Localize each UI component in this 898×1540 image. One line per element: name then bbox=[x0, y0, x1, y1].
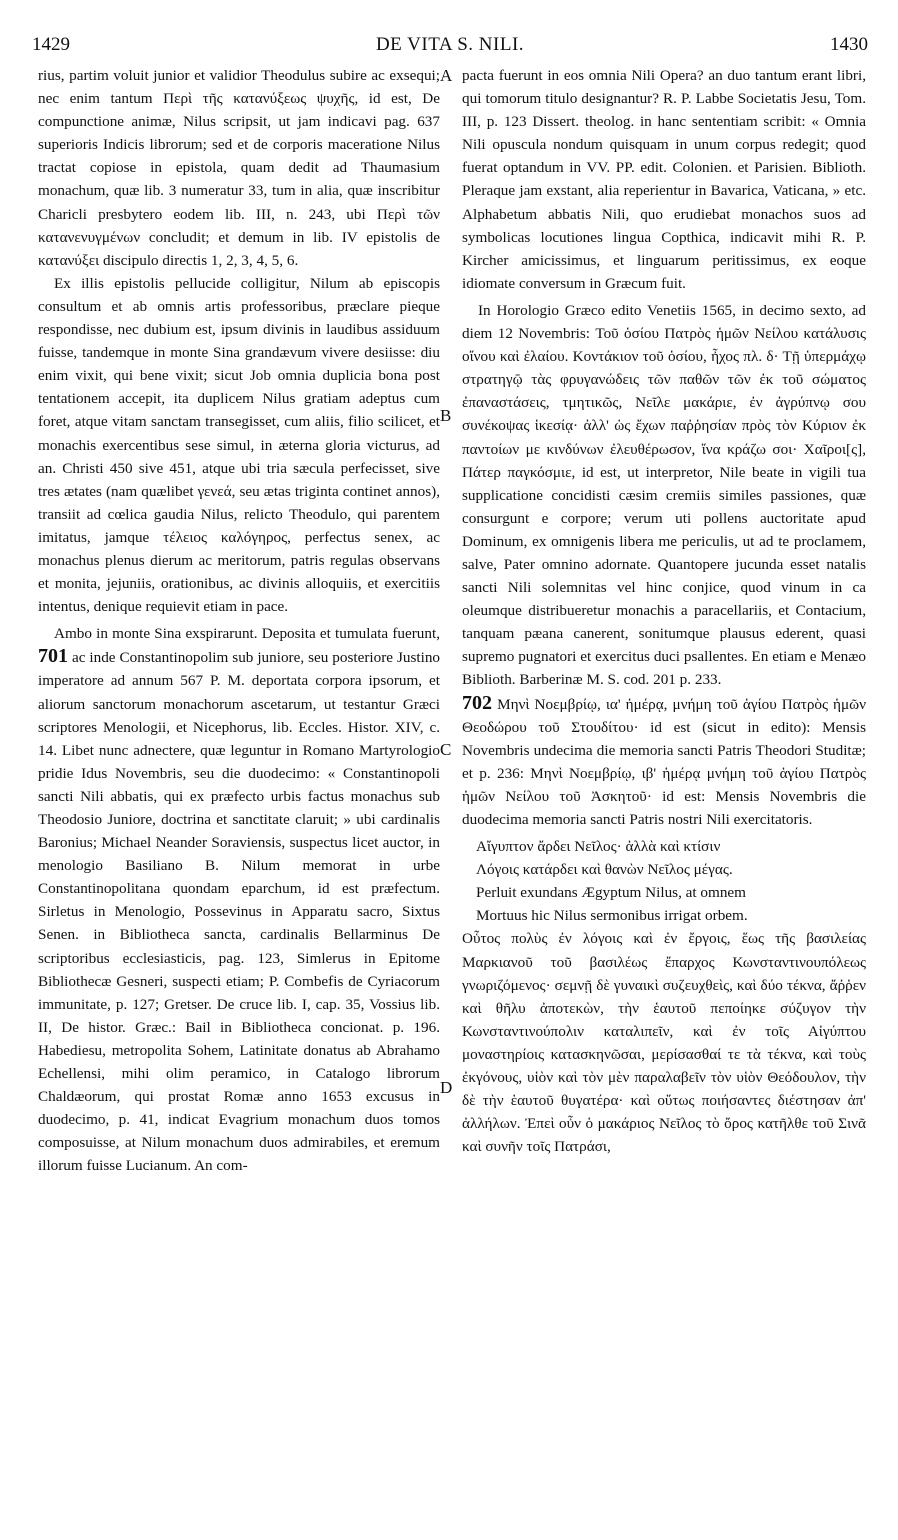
margin-marker-a: A bbox=[440, 66, 453, 85]
right-paragraph-4: Οὗτος πολὺς ἐν λόγοις καὶ ἐν ἔργοις, ἕως τῆς βασιλείας Μαρκιανοῦ τοῦ βασιλέως ἔπαρχος Κωνσταντινουπόλεως γνωριζόμενος· σεμνῇ δὲ γυναικὶ συζευχθεὶς, καὶ δύο τέκνα, ἄῤῥεν καὶ θῆλυ ἀποτεκὼν, τὴν ἑαυτοῦ πεποίηκε σύζυγον τὴν Κωνσταντινούπολιν καταλιπεῖν, καὶ ἐν τοῖς Αἰγύπτου μοναστηρίοις κατασκηνῶσαι, μερίσασθαί τε τὰ τέκνα, καὶ τοὺς ἐκγόνους, υἱὸν καὶ τὸν μὲν παραλαβεῖν τὸν υἱὸν Θεόδουλον, τὴν δὲ τὴν ἑαυτοῦ θυγατέρα· καὶ οὕτως ποιήσαντες διέστησαν ἀπ' ἀλλήλων. Ἐπεὶ οὖν ὁ μακάριος Νεῖλος τὸ ὄρος κατῆλθε τοῦ Σινᾶ καὶ συνῆν τοῖς Πατράσι, bbox=[462, 930, 866, 1156]
margin-marker-c: C bbox=[440, 740, 452, 759]
column-number-701: 701 bbox=[38, 645, 68, 668]
column-number-702: 702 bbox=[462, 691, 492, 714]
left-paragraph-2: Ex illis epistolis pellucide colligitur, Nilum ab episcopis consultum et ab omnis artis professoribus, præclare pieque respondisse, nec dubium est, ipsum divinis in laudibus assiduum fuisse, tandemque in monte Sina grandævum vivere desiisse: diu enim vixit, qui bene vixit; sicut Job omnia duplicia bona post tentationem accepit, ita duplicem Nilus gratiam adeptus cum foret, atque vitam sanctam transegisset, cum aliis, filio scilicet, et monachis exercentibus sese simul, in æterna gloria victurus, ad an. Christi 450 sive 451, atque ubi tria sæcula perfecisset, sive tres ætates (nam quælibet γενεά, seu ætas triginta continet annos), transiit ad cœlica gaudia Nilus, relicto Theodulo, qui parentem imitatus, jamque τέλειος καλόγηρος, perfectus senex, ac monachus plenus dierum ac meritorum, patris regulas observans et monita, jejuniis, orationibus, ac divinis alloquiis, et exercitiis intentus, denique requievit etiam in pace. bbox=[38, 274, 440, 616]
margin-marker-d: D bbox=[440, 1078, 453, 1097]
verse-line-1: Αἴγυπτον ἄρδει Νεῖλος· ἀλλὰ καὶ κτίσιν bbox=[476, 838, 721, 856]
verse-line-3: Perluit exundans Ægyptum Nilus, at omnem bbox=[476, 884, 746, 902]
page-number-right: 1430 bbox=[830, 34, 868, 55]
right-column bbox=[462, 64, 866, 1158]
left-paragraph-3-start: Ambo in monte Sina exspirarunt. Deposita et tumulata fuerunt, bbox=[54, 625, 440, 643]
left-column bbox=[38, 64, 440, 1178]
left-paragraph-3-rest: ac inde Constantinopolim sub juniore, seu posteriore Justino imperatore ad annum 567 P. M. deportata corpora ipsorum, et aliorum sanctorum monachorum ascetarum, ut testantur Græci scriptores Menologii, et Nicephorus, lib. Eccles. Histor. XIV, c. 14. Libet nunc adnectere, quæ leguntur in Romano Martyrologio pridie Idus Novembris, seu die duodecimo: « Constantinopoli sancti Nili abbatis, qui ex præfecto urbis factus monachus sub Theodosio Juniore, doctrina et sanctitate claruit; » ubi cardinalis Baronius; Michael Neander Soraviensis, suspectus licet auctor, in menologio Basiliano B. Nilum memorat in urbe Constantinopolitana quondam eparchum, id est præfectum. Sirletus in Menologio, Possevinus in Apparatu sacro, Sixtus Senen. in Bibliotheca sancta, cardinalis Bellarminus De scriptoribus ecclesiasticis, pag. 123, Simlerus in Epitome Bibliothecæ Gesneri, suspecti etiam; P. Combefis de Cyriacorum immunitate, p. 127; Gretser. De cruce lib. I, cap. 35, Vossius lib. II, De histor. Græc.: Bail in Bibliotheca concionat. p. 196. Habediesu, metropolita Sohem, Latinitate donatus ab Abrahamo Echellensi, mihi olim peramico, in Catalogo librorum Chaldæorum, qui prostat Romæ anno 1653 excusus in duodecimo, p. 41, indicat Evagrium monachum duos tomos composuisse, at Nilum monachum duos admirabiles, et eremum illorum fuisse Lucianum. An com- bbox=[38, 649, 441, 1175]
running-header bbox=[32, 34, 868, 62]
margin-marker-b: B bbox=[440, 406, 452, 425]
page-number-left: 1429 bbox=[32, 34, 70, 55]
verse-line-2: Λόγοις κατάρδει καὶ θανὼν Νεῖλος μέγας. bbox=[476, 861, 733, 879]
right-paragraph-3-text: Μηνὶ Νοεμβρίῳ, ια' ἡμέρᾳ, μνήμη τοῦ ἁγίου Πατρὸς ἡμῶν Θεοδώρου τοῦ Στουδίτου· id est (sicut in edito): Mensis Novembris undecima die memoria sancti Patris Theodori Studitæ; et p. 236: Μηνὶ Νοεμβρίῳ, ιβ' ἡμέρᾳ μνήμη τοῦ ἁγίου Πατρὸς ἡμῶν Νείλου τοῦ Ἀσκητοῦ· id est: Mensis Novembris die duodecima memoria sancti Patris nostri Nili exercitatoris. bbox=[462, 695, 867, 828]
right-paragraph-2: In Horologio Græco edito Venetiis 1565, in decimo sexto, ad diem 12 Novembris: Τοῦ ὁσίου Πατρὸς ἡμῶν Νείλου κατάλυσις οἴνου καὶ ἐλαίου. Κοντάκιον τοῦ ὁσίου, ἦχος πλ. δ· Τῇ ὑπερμάχῳ στρατηγῷ τὰς φρυγανώδεις τῶν παθῶν τῶν ἐκ τοῦ σώματος ἐπαναστάσεις, τμητικῶς, Νεῖλε μακάριε, ἐν ἀγρύπνῳ σου συνέκοψας ἱκεσίᾳ· ἀλλ' ὡς ἔχων παῤῥησίαν πρὸς τὸν Κύριον ἐκ παντοίων με κινδύνων ἐλευθέρωσον, ἵνα κράζω σοι· Χαῖροι[ς], Πάτερ παγκόσμιε, id est, ut interpretor, Nile beate in vigili tua supplicatione concidisti cæsim cremiis similes passiones, quæ consurgunt e corpore; verum uti pollens auctoritate apud Dominum, ex omnigenis libera me periculis, ut ad te proclamem, salve, Pater omnino adornate. Quantopere jucunda esset natalis sancti Nili solemnitas vel hinc conjice, quod vinum in ca oleumque distribueretur monachis a paracellariis, et Contacium, tanquam pæana canerent, sonitumque plausus ederent, quasi supremo pugnatori et exercitus duci psallentes. En etiam e Menæo Biblioth. Barberinæ M. S. cod. 201 p. 233. bbox=[462, 301, 866, 689]
left-paragraph-1: rius, partim voluit junior et validior Theodulus subire ac exsequi; nec enim tantum Περὶ τῆς κατανύξεως ψυχῆς, id est, De compunctione animæ, Nilus scripsit, ut jam indicavi pag. 637 superioris Indicis librorum; sed et de corporis maceratione Nilus tractat copiose in epistola, quam dedit ad Thaumasium monachum, quæ lib. 3 numeratur 33, tum in alia, quæ inscribitur Charicli presbytero eodem lib. III, n. 243, ubi Περὶ τῶν κατανενυγμένων concludit; et demum in lib. IV epistolis de κατανύξει discipulo directis 1, 2, 3, 4, 5, 6. bbox=[38, 67, 440, 269]
running-title: DE VITA S. NILI. bbox=[375, 34, 525, 55]
verse-line-4: Mortuus hic Nilus sermonibus irrigat orbem. bbox=[476, 907, 748, 925]
right-paragraph-3 bbox=[462, 692, 866, 832]
left-paragraph-3 bbox=[38, 622, 440, 1177]
right-paragraph-1: pacta fuerunt in eos omnia Nili Opera? an duo tantum erant libri, qui tomorum titulo designantur? R. P. Labbe Societatis Jesu, Tom. III, p. 123 Dissert. theolog. in hanc sententiam scribit: « Omnia Nili opuscula nondum quisquam in unum corpus redegit; quod fuerat optandum in VV. PP. edit. Colonien. et Parisien. Biblioth. Pleraque jam exstant, alia reperientur in Bavarica, Vaticana, » etc. Alphabetum abbatis Nili, quo erudiebat monachos suos ad symbolicas locutiones lingua Copthica, indicavit mihi R. P. Kircher amicissimus, et linguarum peritissimus, ex eoque idiomate conversum in Græcum fuit. bbox=[462, 67, 866, 292]
